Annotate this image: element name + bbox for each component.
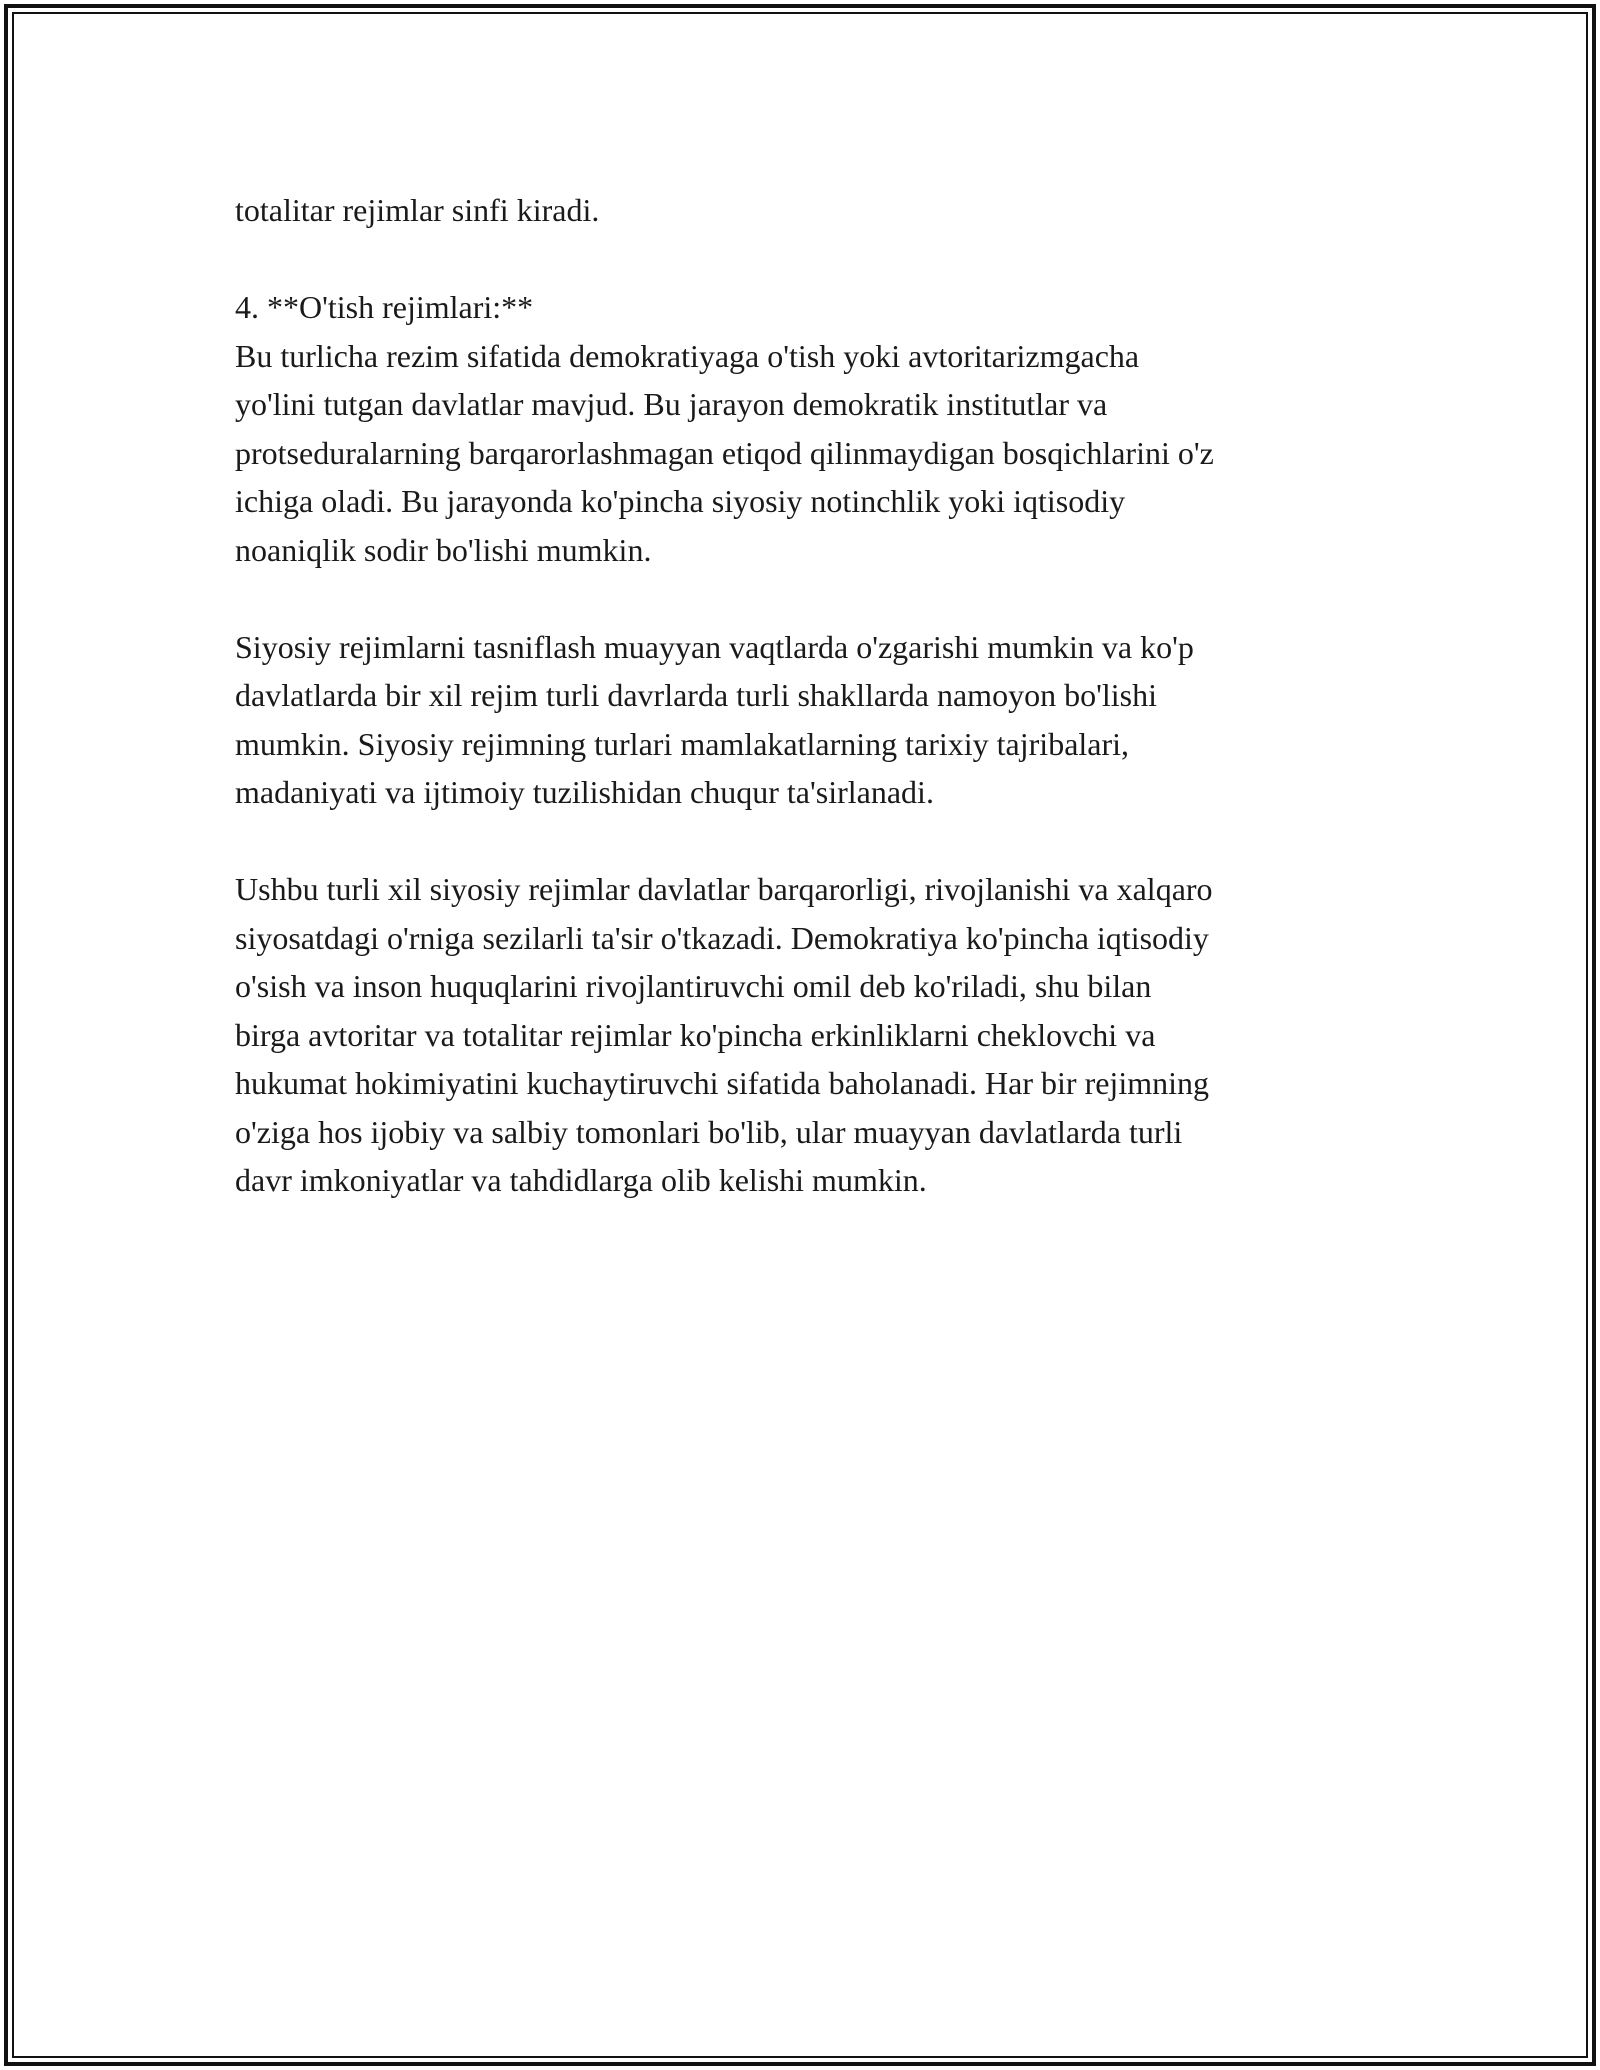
text-line: yo'lini tutgan davlatlar mavjud. Bu jarayon demokratik institutlar va <box>235 386 1108 422</box>
text-line: totalitar rejimlar sinfi kiradi. <box>235 192 600 228</box>
paragraph-gap <box>235 235 1385 284</box>
section-heading: 4. **O'tish rejimlari:** <box>235 289 534 325</box>
text-line: protseduralarning barqarorlashmagan etiqod qilinmaydigan bosqichlarini o'z <box>235 434 1214 471</box>
document-body <box>235 186 1385 1205</box>
text-line: davlatlarda bir xil rejim turli davrlarda turli shakllarda namoyon bo'lishi <box>235 677 1157 713</box>
paragraph-gap <box>235 817 1385 866</box>
text-line: o'sish va inson huquqlarini rivojlantiruvchi omil deb ko'riladi, shu bilan <box>235 968 1152 1004</box>
opening-paragraph <box>235 186 1385 235</box>
text-line: Bu turlicha rezim sifatida demokratiyaga o'tish yoki avtoritarizmgacha <box>235 337 1140 374</box>
impact-paragraph <box>235 865 1385 1205</box>
text-line: Ushbu turli xil siyosiy rejimlar davlatlar barqarorligi, rivojlanishi va xalqaro <box>235 871 1213 907</box>
paragraph-gap <box>235 574 1385 623</box>
classification-paragraph <box>235 623 1385 817</box>
text-line: madaniyati va ijtimoiy tuzilishidan chuqur ta'sirlanadi. <box>235 774 934 810</box>
text-line: birga avtoritar va totalitar rejimlar ko'pincha erkinliklarni cheklovchi va <box>235 1016 1156 1053</box>
text-line: mumkin. Siyosiy rejimning turlari mamlakatlarning tarixiy tajribalari, <box>235 725 1130 762</box>
text-line: o'ziga hos ijobiy va salbiy tomonlari bo'lib, ular muayyan davlatlarda turli <box>235 1113 1183 1150</box>
text-line: siyosatdagi o'rniga sezilarli ta'sir o'tkazadi. Demokratiya ko'pincha iqtisodiy <box>235 919 1209 956</box>
text-line: Siyosiy rejimlarni tasniflash muayyan vaqtlarda o'zgarishi mumkin va ko'p <box>235 628 1194 665</box>
text-line: hukumat hokimiyatini kuchaytiruvchi sifatida baholanadi. Har bir rejimning <box>235 1065 1209 1101</box>
section-transitional-regimes <box>235 283 1385 574</box>
text-line: ichiga oladi. Bu jarayonda ko'pincha siyosiy notinchlik yoki iqtisodiy <box>235 483 1126 519</box>
text-line: noaniqlik sodir bo'lishi mumkin. <box>235 531 652 568</box>
text-line: davr imkoniyatlar va tahdidlarga olib kelishi mumkin. <box>235 1162 927 1198</box>
